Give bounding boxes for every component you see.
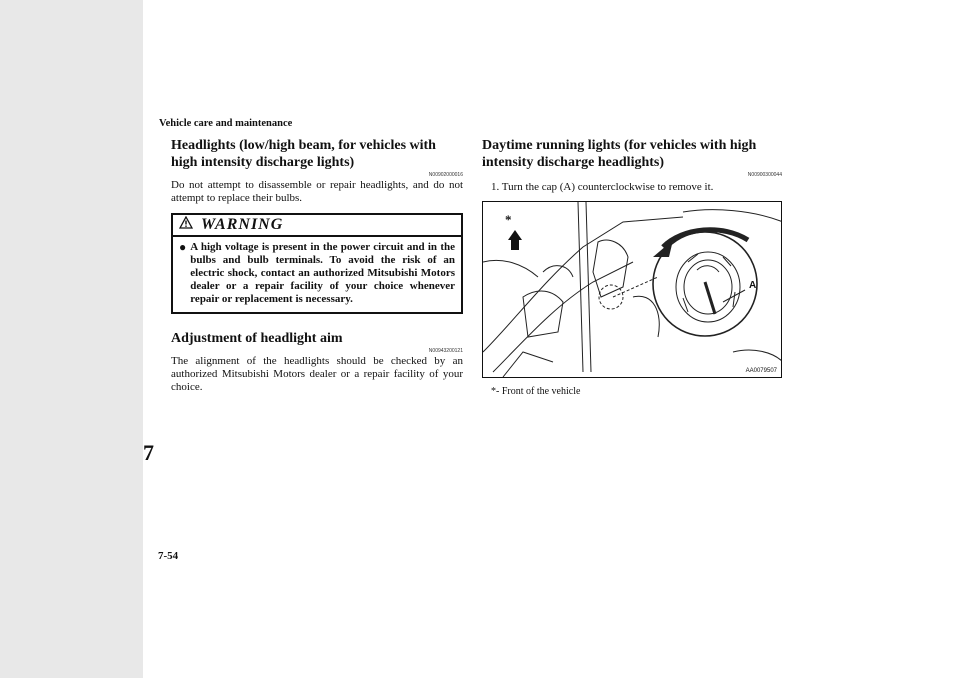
warning-text: A high voltage is present in the power circuit and in the bulbs and bulb terminals. To avoid the risk of an electric shock, contact an authorized Mitsubishi Motors dealer or a repair facility of your choice whenever repair or replacement is necessary. xyxy=(190,241,455,305)
page-number: 7-54 xyxy=(158,550,179,562)
aim-code: N00943200121 xyxy=(428,348,463,354)
label-a: A xyxy=(749,280,757,291)
figure-code: AA0079507 xyxy=(745,368,777,374)
engine-bay-illustration xyxy=(483,202,782,378)
drl-code: N00900300044 xyxy=(747,172,782,178)
chapter-number: 7 xyxy=(143,440,154,465)
drl-heading: Daytime running lights (for vehicles with high intensity discharge headlights) xyxy=(482,138,757,170)
right-column xyxy=(482,137,782,397)
headlights-body: Do not attempt to disassemble or repair headlights, and do not attempt to replace their bulbs. xyxy=(171,179,463,204)
aim-heading: Adjustment of headlight aim xyxy=(171,331,343,346)
headlights-heading: Headlights (low/high beam, for vehicles with high intensity discharge lights) xyxy=(171,138,436,170)
chapter-side-tab xyxy=(0,0,143,678)
headlights-code: N00902000016 xyxy=(428,172,463,178)
bullet-icon: ● xyxy=(179,240,187,254)
warning-body xyxy=(173,237,461,312)
figure-caption: *- Front of the vehicle xyxy=(491,386,581,397)
front-marker: * xyxy=(505,212,512,227)
warning-box xyxy=(171,213,463,314)
warning-title: WARNING xyxy=(201,216,284,233)
warning-header xyxy=(173,215,461,237)
cap-removal-figure xyxy=(482,201,782,378)
running-head: Vehicle care and maintenance xyxy=(159,118,293,129)
aim-body: The alignment of the headlights should be checked by an authorized Mitsubishi Motors dealer or a repair facility of your choice. xyxy=(171,355,463,393)
drl-step-1: 1. Turn the cap (A) counterclockwise to remove it. xyxy=(491,181,714,193)
left-column xyxy=(171,137,463,394)
warning-triangle-icon xyxy=(179,216,193,234)
